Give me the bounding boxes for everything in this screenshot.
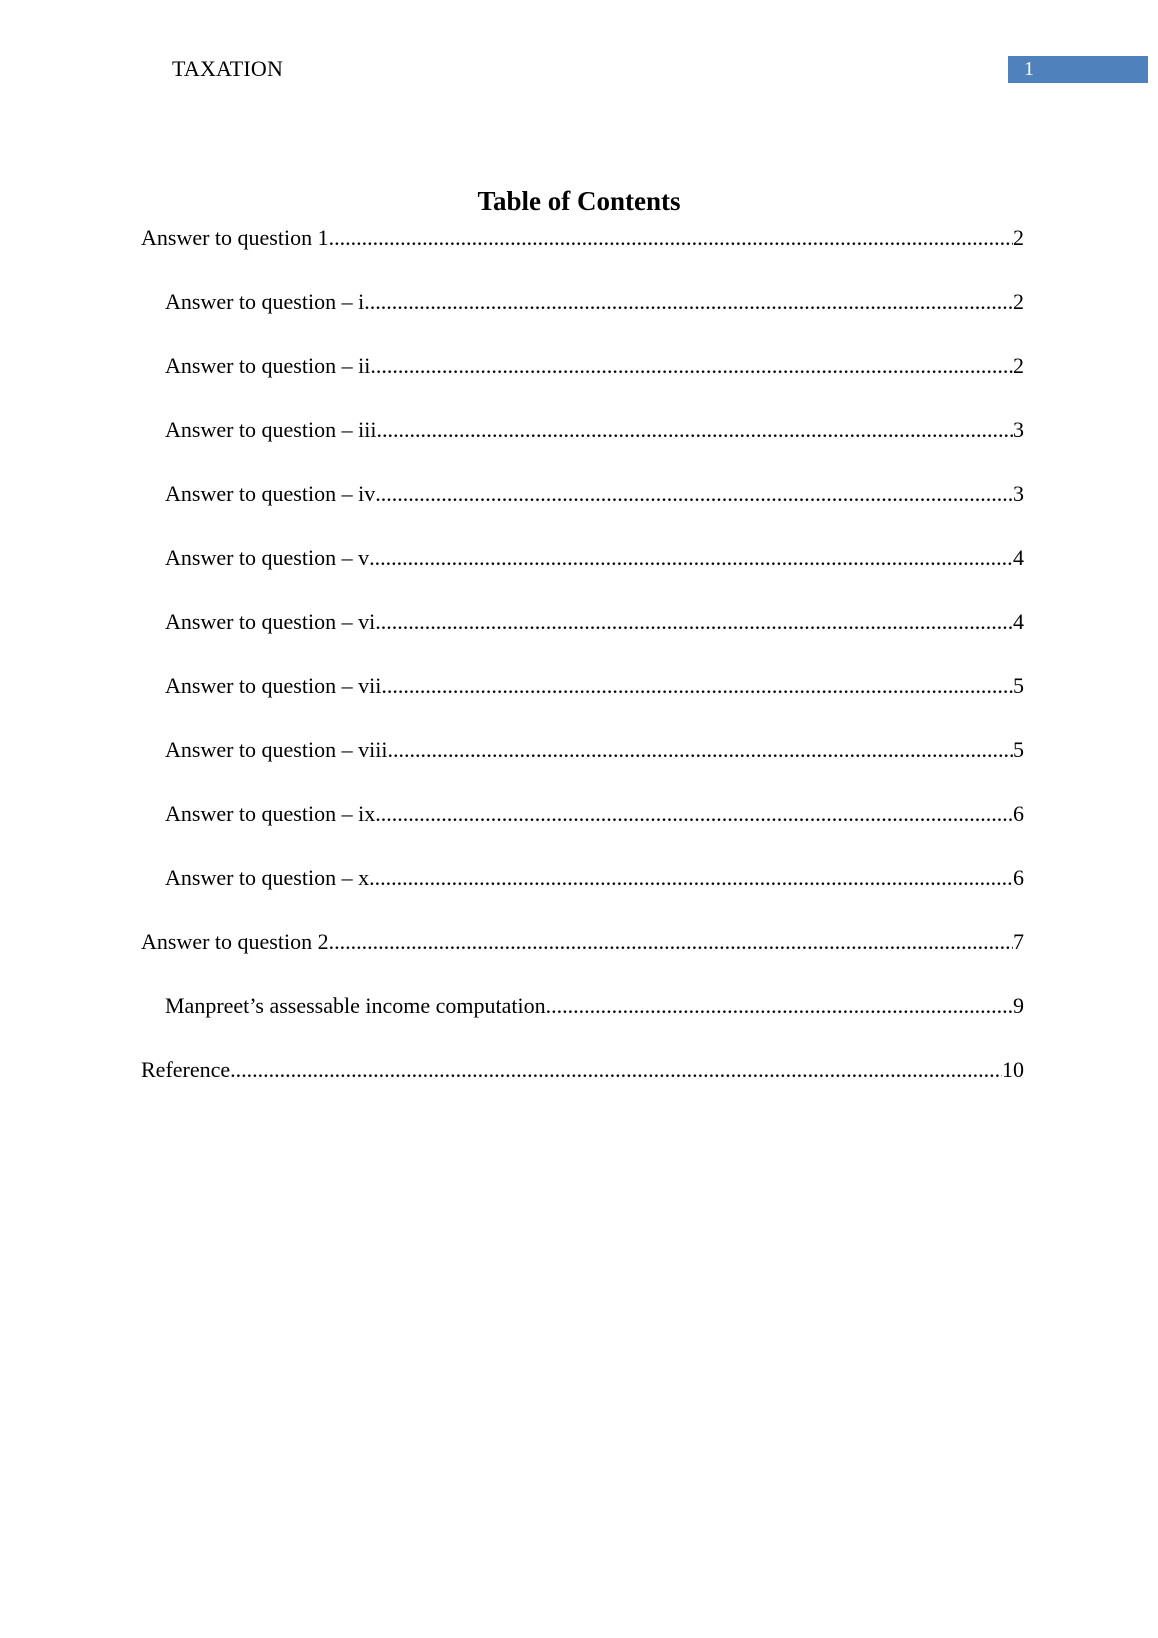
toc-entry-label: Answer to question – vii [165,673,382,698]
toc-dot-leader [546,990,1013,1022]
toc-dot-leader [375,478,1013,510]
page-number-badge [1008,56,1148,83]
toc-entry-page: 4 [1013,609,1024,634]
toc-entry-label: Answer to question – vi [165,609,376,634]
toc-entry-page: 2 [1013,225,1024,250]
toc-dot-leader [329,222,1013,254]
toc-entry-label: Answer to question – v [165,545,370,570]
toc-entry-reference[interactable] [141,1054,1024,1118]
toc-entry-label: Manpreet’s assessable income computation [165,993,546,1018]
toc-entry-page: 10 [1002,1057,1024,1082]
toc-entry-question-x[interactable] [141,862,1024,926]
toc-entry-page: 7 [1013,929,1024,954]
toc-entry-page: 9 [1013,993,1024,1018]
toc-entry-label: Answer to question – x [165,865,370,890]
toc-entry-label: Answer to question 2 [141,929,329,954]
toc-entry-page: 3 [1013,481,1024,506]
toc-entry-question-iv[interactable] [141,478,1024,542]
toc-entry-question-viii[interactable] [141,734,1024,798]
toc-list [141,222,1024,1118]
toc-dot-leader [375,798,1013,830]
toc-entry-question-vii[interactable] [141,670,1024,734]
toc-entry-page: 4 [1013,545,1024,570]
toc-entry-label: Answer to question – ix [165,801,376,826]
running-header-title: TAXATION [172,56,284,81]
toc-entry-label: Answer to question – iv [165,481,376,506]
toc-entry-page: 3 [1013,417,1024,442]
toc-entry-page: 5 [1013,673,1024,698]
toc-dot-leader [370,350,1013,382]
toc-heading: Table of Contents [477,186,681,216]
toc-entry-label: Reference [141,1057,231,1082]
toc-entry-label: Answer to question – ii [165,353,371,378]
toc-entry-label: Answer to question 1 [141,225,329,250]
toc-entry-page: 6 [1013,801,1024,826]
toc-entry-page: 6 [1013,865,1024,890]
toc-entry-question-iii[interactable] [141,414,1024,478]
toc-entry-question-ix[interactable] [141,798,1024,862]
toc-dot-leader [387,734,1013,766]
page-number: 1 [1024,58,1034,80]
toc-dot-leader [375,606,1013,638]
toc-entry-page: 2 [1013,289,1024,314]
toc-entry-assessable-income[interactable] [141,990,1024,1054]
toc-entry-question-2[interactable] [141,926,1024,990]
toc-entry-question-1[interactable] [141,222,1024,286]
toc-entry-question-v[interactable] [141,542,1024,606]
toc-entry-question-ii[interactable] [141,350,1024,414]
toc-dot-leader [329,926,1013,958]
toc-dot-leader [230,1054,1002,1086]
toc-entry-label: Answer to question – viii [165,737,388,762]
toc-dot-leader [381,670,1013,702]
toc-dot-leader [369,862,1013,894]
toc-entry-question-vi[interactable] [141,606,1024,670]
toc-entry-question-i[interactable] [141,286,1024,350]
toc-dot-leader [364,286,1013,318]
toc-entry-label: Answer to question – i [165,289,365,314]
toc-entry-page: 5 [1013,737,1024,762]
toc-dot-leader [376,414,1013,446]
toc-entry-page: 2 [1013,353,1024,378]
toc-entry-label: Answer to question – iii [165,417,377,442]
toc-dot-leader [369,542,1013,574]
